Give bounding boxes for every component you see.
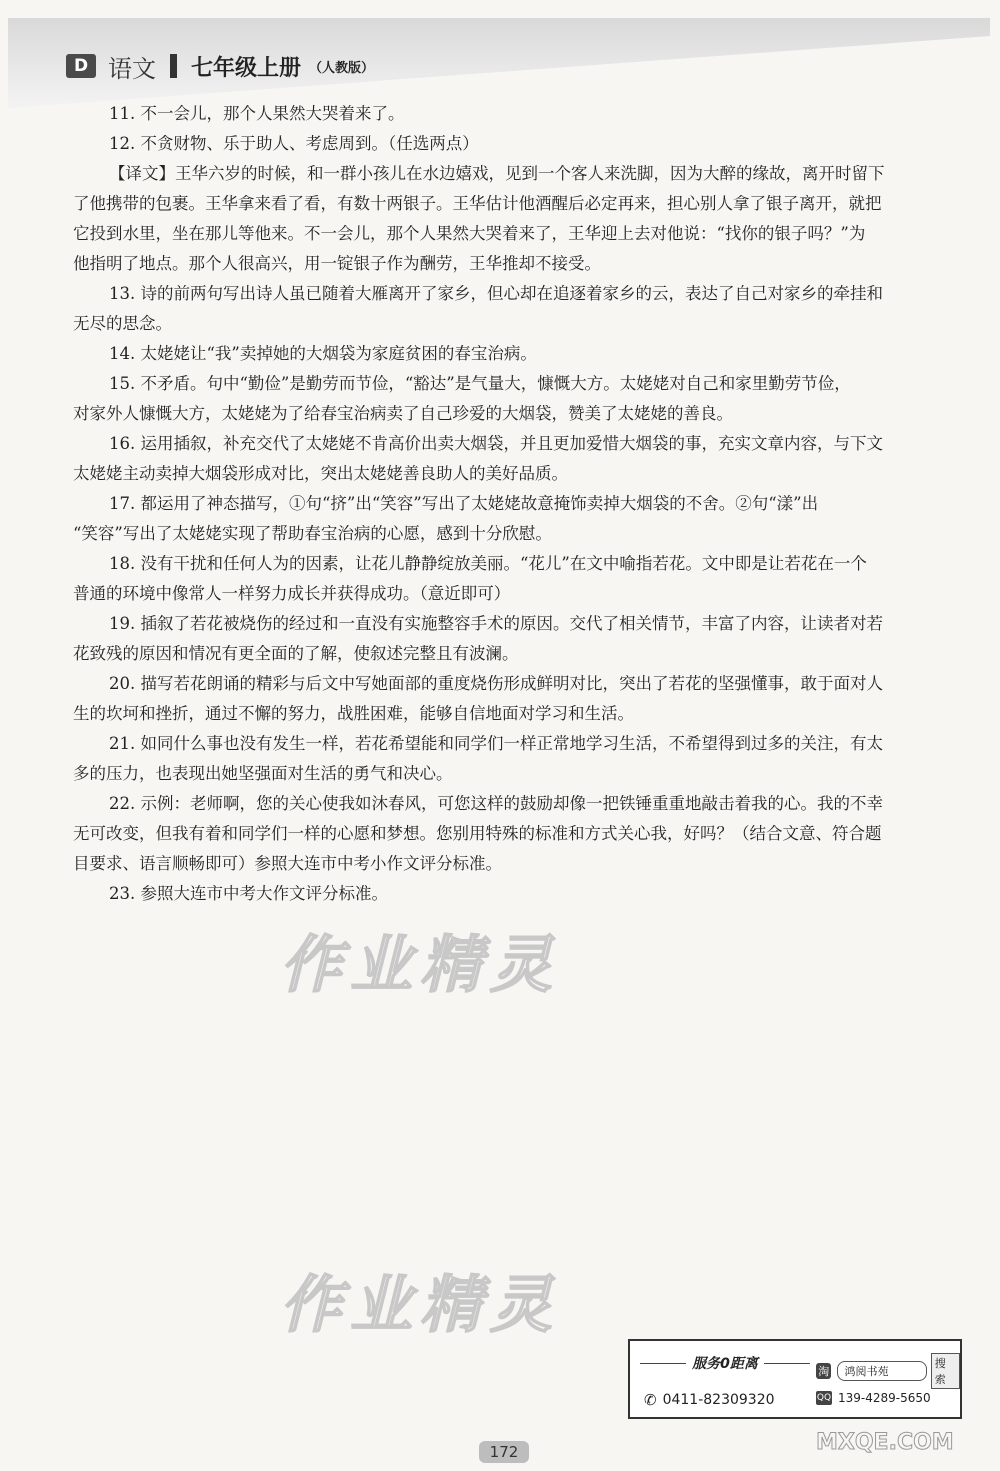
taobao-icon: 淘 bbox=[816, 1363, 831, 1379]
text-line: 多的压力，也表现出她坚强面对生活的勇气和决心。 bbox=[73, 764, 453, 783]
text-line: 无可改变，但我有着和同学们一样的心愿和梦想。您别用特殊的标准和方式关心我，好吗？（结合文意、符合题 bbox=[73, 824, 882, 843]
watermark-text: 作业精灵 bbox=[280, 928, 561, 1001]
page-header bbox=[8, 18, 990, 108]
text-line: 11. 不一会儿，那个人果然大哭着来了。 bbox=[109, 104, 405, 123]
text-line: 21. 如同什么事也没有发生一样，若花希望能和同学们一样正常地学习生活，不希望得到过多的关注，有太 bbox=[109, 734, 883, 753]
subject-label: 语文 bbox=[108, 54, 156, 83]
text-line: 20. 描写若花朗诵的精彩与后文中写她面部的重度烧伤形成鲜明对比，突出了若花的坚强懂事，敢于面对人 bbox=[109, 674, 883, 693]
shop-search bbox=[816, 1353, 960, 1389]
text-line: 16. 运用插叙，补充交代了太姥姥不肯高价出卖大烟袋，并且更加爱惜大烟袋的事，充实文章内容，与下文 bbox=[109, 434, 883, 453]
text-line: 太姥姥主动卖掉大烟袋形成对比，突出太姥姥善良助人的美好品质。 bbox=[73, 464, 568, 483]
qq-icon: QQ bbox=[816, 1393, 832, 1403]
page-number: 172 bbox=[479, 1441, 529, 1463]
text-line: 他指明了地点。那个人很高兴，用一锭银子作为酬劳，王华推却不接受。 bbox=[73, 254, 601, 273]
service-info-box bbox=[628, 1339, 962, 1419]
text-line: 对家外人慷慨大方，太姥姥为了给春宝治病卖了自己珍爱的大烟袋，赞美了太姥姥的善良。 bbox=[73, 404, 733, 423]
text-line: 12. 不贪财物、乐于助人、考虑周到。（任选两点） bbox=[109, 134, 479, 153]
text-line: 普通的环境中像常人一样努力成长并获得成功。（意近即可） bbox=[73, 584, 511, 603]
text-line: 15. 不矛盾。句中“勤俭”是勤劳而节俭，“豁达”是气量大，慷慨大方。太姥姥对自己和家里勤劳节俭， bbox=[109, 374, 851, 393]
text-line: 生的坎坷和挫折，通过不懈的努力，战胜困难，能够自信地面对学习和生活。 bbox=[73, 704, 634, 723]
divider bbox=[640, 1363, 686, 1364]
text-line: 无尽的思念。 bbox=[73, 314, 172, 333]
text-line: 花致残的原因和情况有更全面的了解，使叙述完整且有波澜。 bbox=[73, 644, 519, 663]
answer-text-body bbox=[73, 99, 961, 909]
text-line: “笑容”写出了太姥姥实现了帮助春宝治病的心愿，感到十分欣慰。 bbox=[73, 524, 552, 543]
search-button: 搜索 bbox=[931, 1353, 960, 1389]
text-line: 17. 都运用了神态描写，①句“挤”出“笑容”写出了太姥姥故意掩饰卖掉大烟袋的不舍。②句“漾”出 bbox=[109, 494, 819, 513]
separator-bar bbox=[170, 54, 177, 78]
grade-label: 七年级上册 bbox=[191, 54, 302, 81]
watermark-text: 作业精灵 bbox=[280, 1268, 561, 1341]
text-line: 了他携带的包裹。王华拿来看了看，有数十两银子。王华估计他酒醒后必定再来，担心别人拿了银子离开，就把 bbox=[73, 194, 882, 213]
service-title-row bbox=[640, 1353, 810, 1373]
edition-label: （人教版） bbox=[309, 60, 375, 76]
service-qq bbox=[816, 1391, 931, 1405]
search-input: 鸿阅书苑 bbox=[837, 1361, 926, 1381]
text-line: 13. 诗的前两句写出诗人虽已随着大雁离开了家乡，但心却在追逐着家乡的云，表达了自己对家乡的牵挂和 bbox=[109, 284, 883, 303]
service-phone bbox=[644, 1391, 775, 1409]
service-title: 服务0距离 bbox=[692, 1356, 758, 1372]
text-line: 23. 参照大连市中考大作文评分标准。 bbox=[109, 884, 388, 903]
text-line: 目要求、语言顺畅即可）参照大连市中考小作文评分标准。 bbox=[73, 854, 502, 873]
site-watermark: MXQE.COM bbox=[816, 1430, 954, 1455]
text-line: 19. 插叙了若花被烧伤的经过和一直没有实施整容手术的原因。交代了相关情节，丰富了内容，让读者对若 bbox=[109, 614, 883, 633]
phone-number: 0411-82309320 bbox=[662, 1392, 775, 1408]
phone-icon: ✆ bbox=[644, 1391, 657, 1409]
divider bbox=[764, 1363, 810, 1364]
header-title-group bbox=[66, 48, 374, 84]
qq-number: 139-4289-5650 bbox=[838, 1391, 931, 1405]
text-line: 18. 没有干扰和任何人为的因素，让花儿静静绽放美丽。“花儿”在文中喻指若花。文中即是让若花在一个 bbox=[109, 554, 867, 573]
text-line: 14. 太姥姥让“我”卖掉她的大烟袋为家庭贫困的春宝治病。 bbox=[109, 344, 537, 363]
text-line: 它投到水里，坐在那儿等他来。不一会儿，那个人果然大哭着来了，王华迎上去对他说：“找你的银子吗？”为 bbox=[73, 224, 866, 243]
text-line: 【译文】王华六岁的时候，和一群小孩儿在水边嬉戏，见到一个客人来洗脚，因为大醉的缘故，离开时留下 bbox=[109, 164, 885, 183]
text-line: 22. 示例：老师啊，您的关心使我如沐春风，可您这样的鼓励却像一把铁锤重重地敲击着我的心。我的不幸 bbox=[109, 794, 883, 813]
series-badge: D bbox=[66, 54, 96, 78]
